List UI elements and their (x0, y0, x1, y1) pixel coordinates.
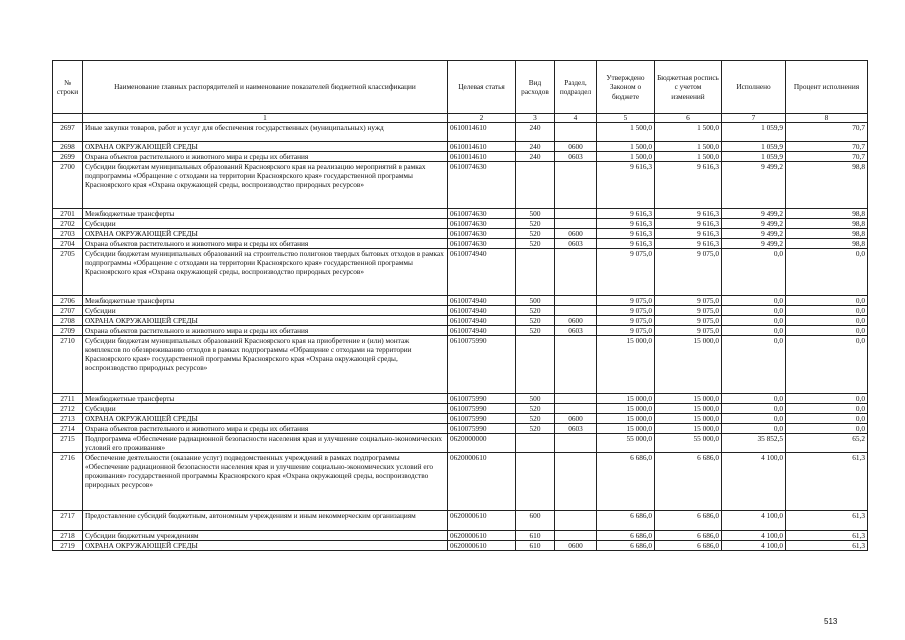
row-name: Субсидии (83, 219, 448, 229)
row-executed: 9 499,2 (722, 239, 786, 249)
row-approved: 9 075,0 (597, 249, 655, 296)
header-executed: Исполнено (722, 61, 786, 114)
row-percent: 61,3 (786, 531, 868, 541)
row-approved: 15 000,0 (597, 336, 655, 394)
column-number: 2 (448, 114, 516, 123)
table-row (53, 511, 868, 531)
row-target-code: 0610074630 (448, 239, 516, 249)
row-number: 2718 (53, 531, 83, 541)
row-executed: 1 059,9 (722, 142, 786, 152)
row-target-code: 0610074630 (448, 229, 516, 239)
row-number: 2717 (53, 511, 83, 531)
row-vid: 520 (516, 316, 555, 326)
column-number: 1 (83, 114, 448, 123)
row-vid: 520 (516, 404, 555, 414)
row-target-code: 0610014610 (448, 152, 516, 162)
table-row (53, 123, 868, 142)
row-name: Межбюджетные трансферты (83, 209, 448, 219)
row-number: 2705 (53, 249, 83, 296)
row-number: 2709 (53, 326, 83, 336)
row-name: ОХРАНА ОКРУЖАЮЩЕЙ СРЕДЫ (83, 229, 448, 239)
row-name: Субсидии бюджетам муниципальных образований на строительство полигонов твердых бытовых отходов в рамках подпрограммы «Обращение с отходами на территории Красноярского края» государственной программы Красноярского края «Охрана окружающей среды, воспроизводство природных ресурсов» (83, 249, 448, 296)
row-percent: 0,0 (786, 404, 868, 414)
row-razdel (555, 219, 597, 229)
row-approved: 9 075,0 (597, 306, 655, 316)
header-schedule: Бюджетная роспись с учетом изменений (655, 61, 722, 114)
row-schedule: 9 616,3 (655, 219, 722, 229)
row-schedule: 9 075,0 (655, 316, 722, 326)
row-schedule: 1 500,0 (655, 152, 722, 162)
row-name: Субсидии (83, 306, 448, 316)
row-number: 2712 (53, 404, 83, 414)
row-schedule: 15 000,0 (655, 394, 722, 404)
row-percent: 98,8 (786, 162, 868, 209)
row-vid: 500 (516, 209, 555, 219)
row-schedule: 1 500,0 (655, 142, 722, 152)
row-number: 2698 (53, 142, 83, 152)
row-percent: 61,3 (786, 453, 868, 511)
row-target-code: 0610075990 (448, 404, 516, 414)
row-executed: 0,0 (722, 296, 786, 306)
row-executed: 4 100,0 (722, 453, 786, 511)
row-razdel (555, 404, 597, 414)
row-schedule: 15 000,0 (655, 424, 722, 434)
column-number: 4 (555, 114, 597, 123)
row-name: Обеспечение деятельности (оказание услуг) подведомственных учреждений в рамках подпрограммы «Обеспечение радиационной безопасности населения края и улучшение социально-экономических условий его проживания» государственной программы Красноярского края «Охрана окружающей среды, воспроизводство природных ресурсов» (83, 453, 448, 511)
header-razdel: Раздел, подраздел (555, 61, 597, 114)
row-number: 2719 (53, 541, 83, 551)
row-name: Иные закупки товаров, работ и услуг для обеспечения государственных (муниципальных) нужд (83, 123, 448, 142)
row-target-code: 0610074940 (448, 326, 516, 336)
row-number: 2701 (53, 209, 83, 219)
table-row (53, 152, 868, 162)
row-approved: 1 500,0 (597, 123, 655, 142)
row-executed: 0,0 (722, 306, 786, 316)
row-percent: 98,8 (786, 239, 868, 249)
row-razdel: 0600 (555, 142, 597, 152)
row-razdel (555, 434, 597, 453)
row-target-code: 0620000610 (448, 453, 516, 511)
row-schedule: 15 000,0 (655, 414, 722, 424)
row-schedule: 9 616,3 (655, 239, 722, 249)
row-approved: 9 616,3 (597, 229, 655, 239)
header-vid: Вид расходов (516, 61, 555, 114)
row-percent: 0,0 (786, 306, 868, 316)
row-target-code: 0610075990 (448, 394, 516, 404)
row-approved: 9 075,0 (597, 316, 655, 326)
row-executed: 0,0 (722, 326, 786, 336)
table-row (53, 541, 868, 551)
table-row (53, 249, 868, 296)
row-target-code: 0610014610 (448, 142, 516, 152)
table-row (53, 424, 868, 434)
row-number: 2708 (53, 316, 83, 326)
row-target-code: 0620000610 (448, 531, 516, 541)
row-percent: 0,0 (786, 394, 868, 404)
row-approved: 9 075,0 (597, 326, 655, 336)
row-executed: 9 499,2 (722, 219, 786, 229)
row-number: 2702 (53, 219, 83, 229)
row-vid: 500 (516, 394, 555, 404)
row-number: 2716 (53, 453, 83, 511)
row-vid: 240 (516, 152, 555, 162)
row-percent: 98,8 (786, 209, 868, 219)
column-number: 7 (722, 114, 786, 123)
row-schedule: 9 075,0 (655, 326, 722, 336)
column-numbers-row (53, 114, 868, 123)
row-target-code: 0610075990 (448, 414, 516, 424)
row-approved: 15 000,0 (597, 424, 655, 434)
row-razdel: 0603 (555, 326, 597, 336)
row-name: ОХРАНА ОКРУЖАЮЩЕЙ СРЕДЫ (83, 541, 448, 551)
header-num: № строки (53, 61, 83, 114)
row-percent: 0,0 (786, 424, 868, 434)
table-row (53, 306, 868, 316)
row-executed: 0,0 (722, 414, 786, 424)
row-executed: 4 100,0 (722, 511, 786, 531)
table-row (53, 239, 868, 249)
row-razdel (555, 296, 597, 306)
row-executed: 9 499,2 (722, 162, 786, 209)
row-percent: 0,0 (786, 249, 868, 296)
row-name: ОХРАНА ОКРУЖАЮЩЕЙ СРЕДЫ (83, 414, 448, 424)
row-number: 2700 (53, 162, 83, 209)
table-body (53, 114, 868, 551)
row-executed: 0,0 (722, 316, 786, 326)
row-percent: 65,2 (786, 434, 868, 453)
row-razdel (555, 162, 597, 209)
row-vid: 520 (516, 219, 555, 229)
row-executed: 0,0 (722, 394, 786, 404)
row-vid: 520 (516, 414, 555, 424)
row-approved: 9 616,3 (597, 162, 655, 209)
row-approved: 9 616,3 (597, 219, 655, 229)
row-target-code: 0610074940 (448, 316, 516, 326)
table-row (53, 142, 868, 152)
row-approved: 15 000,0 (597, 414, 655, 424)
header-name: Наименование главных распорядителей и наименование показателей бюджетной классификации (83, 61, 448, 114)
row-vid (516, 249, 555, 296)
row-vid: 240 (516, 142, 555, 152)
row-razdel (555, 531, 597, 541)
column-number: 5 (597, 114, 655, 123)
column-number: 8 (786, 114, 868, 123)
row-razdel (555, 123, 597, 142)
row-name: Охрана объектов растительного и животного мира и среды их обитания (83, 239, 448, 249)
row-schedule: 9 075,0 (655, 306, 722, 316)
row-name: Субсидии (83, 404, 448, 414)
row-approved: 1 500,0 (597, 152, 655, 162)
column-number: 3 (516, 114, 555, 123)
table-row (53, 326, 868, 336)
row-razdel (555, 453, 597, 511)
row-target-code: 0620000610 (448, 511, 516, 531)
row-approved: 6 686,0 (597, 453, 655, 511)
row-percent: 61,3 (786, 511, 868, 531)
row-target-code: 0610074940 (448, 249, 516, 296)
row-name: Подпрограмма «Обеспечение радиационной безопасности населения края и улучшение социально-экономических условий его проживания» (83, 434, 448, 453)
budget-table (52, 60, 868, 551)
header-approved: Утверждено Законом о бюджете (597, 61, 655, 114)
row-approved: 55 000,0 (597, 434, 655, 453)
row-approved: 15 000,0 (597, 404, 655, 414)
table-row (53, 209, 868, 219)
row-vid: 240 (516, 123, 555, 142)
row-name: Субсидии бюджетам муниципальных образований Красноярского края на приобретение и (или) монтаж комплексов по обезвреживанию отходов в рамках подпрограммы «Обращение с отходами на территории Красноярского края» государственной программы Красноярского края «Охрана окружающей среды, воспроизводство природных ресурсов» (83, 336, 448, 394)
row-razdel: 0600 (555, 414, 597, 424)
row-percent: 0,0 (786, 326, 868, 336)
row-name: Предоставление субсидий бюджетным, автономным учреждениям и иным некоммерческим организациям (83, 511, 448, 531)
row-schedule: 9 616,3 (655, 229, 722, 239)
row-percent: 70,7 (786, 123, 868, 142)
row-target-code: 0610014610 (448, 123, 516, 142)
row-razdel (555, 306, 597, 316)
row-name: Межбюджетные трансферты (83, 296, 448, 306)
row-schedule: 55 000,0 (655, 434, 722, 453)
row-executed: 0,0 (722, 249, 786, 296)
row-target-code: 0610074630 (448, 219, 516, 229)
row-executed: 4 100,0 (722, 531, 786, 541)
column-number: 6 (655, 114, 722, 123)
table-row (53, 434, 868, 453)
table-row (53, 229, 868, 239)
row-approved: 6 686,0 (597, 541, 655, 551)
row-schedule: 9 616,3 (655, 209, 722, 219)
row-percent: 70,7 (786, 142, 868, 152)
row-target-code: 0610074940 (448, 306, 516, 316)
row-percent: 0,0 (786, 316, 868, 326)
row-name: Охрана объектов растительного и животного мира и среды их обитания (83, 326, 448, 336)
row-executed: 35 852,5 (722, 434, 786, 453)
row-name: ОХРАНА ОКРУЖАЮЩЕЙ СРЕДЫ (83, 142, 448, 152)
row-razdel (555, 336, 597, 394)
row-number: 2697 (53, 123, 83, 142)
row-schedule: 6 686,0 (655, 531, 722, 541)
page-number: 513 (824, 617, 838, 626)
row-number: 2704 (53, 239, 83, 249)
table-row (53, 531, 868, 541)
row-executed: 0,0 (722, 404, 786, 414)
row-schedule: 9 075,0 (655, 249, 722, 296)
header-target: Целевая статья (448, 61, 516, 114)
row-target-code: 0610074630 (448, 209, 516, 219)
row-percent: 70,7 (786, 152, 868, 162)
table-row (53, 316, 868, 326)
row-vid: 520 (516, 306, 555, 316)
row-executed: 9 499,2 (722, 209, 786, 219)
table-row (53, 453, 868, 511)
row-vid: 520 (516, 239, 555, 249)
row-target-code: 0620000610 (448, 541, 516, 551)
row-schedule: 9 075,0 (655, 296, 722, 306)
row-target-code: 0610075990 (448, 336, 516, 394)
row-approved: 6 686,0 (597, 531, 655, 541)
row-percent: 61,3 (786, 541, 868, 551)
row-vid: 600 (516, 511, 555, 531)
table-row (53, 394, 868, 404)
row-approved: 6 686,0 (597, 511, 655, 531)
row-number: 2711 (53, 394, 83, 404)
row-vid (516, 162, 555, 209)
row-target-code: 0610074940 (448, 296, 516, 306)
row-number: 2714 (53, 424, 83, 434)
row-approved: 9 616,3 (597, 209, 655, 219)
row-executed: 9 499,2 (722, 229, 786, 239)
row-vid: 610 (516, 531, 555, 541)
row-schedule: 6 686,0 (655, 453, 722, 511)
row-name: Охрана объектов растительного и животного мира и среды их обитания (83, 152, 448, 162)
row-razdel (555, 209, 597, 219)
row-schedule: 1 500,0 (655, 123, 722, 142)
row-razdel: 0603 (555, 239, 597, 249)
table-row (53, 296, 868, 306)
row-vid: 610 (516, 541, 555, 551)
row-approved: 15 000,0 (597, 394, 655, 404)
table-header-row (53, 61, 868, 114)
row-percent: 98,8 (786, 219, 868, 229)
row-razdel (555, 394, 597, 404)
row-vid: 520 (516, 326, 555, 336)
row-schedule: 9 616,3 (655, 162, 722, 209)
row-razdel: 0603 (555, 424, 597, 434)
row-schedule: 15 000,0 (655, 336, 722, 394)
row-name: Охрана объектов растительного и животного мира и среды их обитания (83, 424, 448, 434)
table-row (53, 219, 868, 229)
row-number: 2703 (53, 229, 83, 239)
row-executed: 1 059,9 (722, 123, 786, 142)
row-schedule: 15 000,0 (655, 404, 722, 414)
row-vid: 520 (516, 424, 555, 434)
table-row (53, 414, 868, 424)
row-schedule: 6 686,0 (655, 511, 722, 531)
row-number: 2706 (53, 296, 83, 306)
row-razdel: 0600 (555, 541, 597, 551)
row-target-code: 0610075990 (448, 424, 516, 434)
row-razdel: 0600 (555, 229, 597, 239)
row-name: Межбюджетные трансферты (83, 394, 448, 404)
row-number: 2715 (53, 434, 83, 453)
column-number (53, 114, 83, 123)
row-razdel (555, 511, 597, 531)
row-executed: 0,0 (722, 424, 786, 434)
table-row (53, 336, 868, 394)
row-vid (516, 434, 555, 453)
row-percent: 0,0 (786, 414, 868, 424)
row-razdel: 0600 (555, 316, 597, 326)
row-target-code: 0610074630 (448, 162, 516, 209)
row-name: Субсидии бюджетам муниципальных образований Красноярского края на реализацию мероприятий в рамках подпрограммы «Обращение с отходами на территории Красноярского края» государственной программы Красноярского края «Охрана окружающей среды, воспроизводство природных ресурсов» (83, 162, 448, 209)
row-razdel (555, 249, 597, 296)
row-executed: 1 059,9 (722, 152, 786, 162)
row-executed: 4 100,0 (722, 541, 786, 551)
header-percent: Процент исполнения (786, 61, 868, 114)
row-percent: 0,0 (786, 296, 868, 306)
row-approved: 1 500,0 (597, 142, 655, 152)
row-name: ОХРАНА ОКРУЖАЮЩЕЙ СРЕДЫ (83, 316, 448, 326)
row-number: 2710 (53, 336, 83, 394)
row-percent: 0,0 (786, 336, 868, 394)
row-target-code: 0620000000 (448, 434, 516, 453)
row-vid (516, 453, 555, 511)
row-executed: 0,0 (722, 336, 786, 394)
row-razdel: 0603 (555, 152, 597, 162)
row-number: 2699 (53, 152, 83, 162)
row-vid: 520 (516, 229, 555, 239)
row-approved: 9 075,0 (597, 296, 655, 306)
row-percent: 98,8 (786, 229, 868, 239)
row-vid (516, 336, 555, 394)
row-number: 2707 (53, 306, 83, 316)
row-name: Субсидии бюджетным учреждениям (83, 531, 448, 541)
row-schedule: 6 686,0 (655, 541, 722, 551)
row-number: 2713 (53, 414, 83, 424)
table-row (53, 404, 868, 414)
row-vid: 500 (516, 296, 555, 306)
row-approved: 9 616,3 (597, 239, 655, 249)
table-row (53, 162, 868, 209)
